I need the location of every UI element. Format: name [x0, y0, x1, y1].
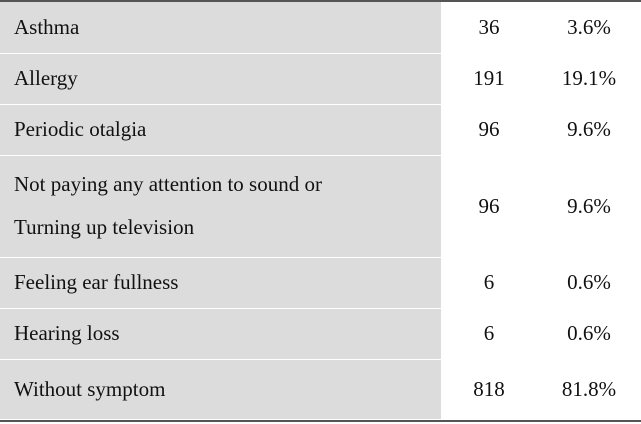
symptom-label-line: Periodic otalgia	[14, 117, 147, 141]
symptom-label	[0, 53, 441, 104]
percent-cell: 9.6%	[567, 117, 611, 141]
percent-cell: 0.6%	[567, 270, 611, 294]
table-row	[0, 2, 641, 53]
count-cell: 818	[473, 376, 505, 401]
count-cell: 96	[478, 117, 500, 141]
table-row	[0, 359, 641, 419]
percent-cell: 3.6%	[567, 15, 611, 39]
symptom-table	[0, 2, 641, 419]
symptom-label	[0, 359, 441, 419]
table-row	[0, 155, 641, 257]
symptom-label-line: Without symptom	[14, 376, 166, 401]
count-cell: 191	[473, 66, 505, 90]
table-row	[0, 53, 641, 104]
count-cell: 96	[478, 193, 500, 218]
count-cell: 6	[483, 321, 495, 345]
table-row	[0, 308, 641, 359]
count-cell: 36	[478, 15, 500, 39]
table-bottom-rule	[0, 420, 641, 422]
percent-cell: 19.1%	[561, 66, 617, 90]
symptom-label-line: Hearing loss	[14, 321, 120, 345]
symptom-label-line: Allergy	[14, 66, 78, 90]
symptom-label	[0, 2, 441, 53]
table-row	[0, 104, 641, 155]
symptom-label-line: Turning up television	[14, 215, 195, 239]
symptom-label-line: Not paying any attention to sound or	[14, 172, 322, 196]
table-row	[0, 257, 641, 308]
percent-cell: 0.6%	[567, 321, 611, 345]
percent-cell: 81.8%	[561, 376, 617, 401]
symptom-label-line: Asthma	[14, 14, 80, 39]
symptom-label	[0, 308, 441, 359]
percent-cell: 9.6%	[567, 193, 611, 218]
symptom-label	[0, 155, 441, 257]
symptom-label-line: Feeling ear fullness	[14, 270, 179, 294]
symptom-label	[0, 104, 441, 155]
symptom-label	[0, 257, 441, 308]
count-cell: 6	[483, 270, 495, 294]
